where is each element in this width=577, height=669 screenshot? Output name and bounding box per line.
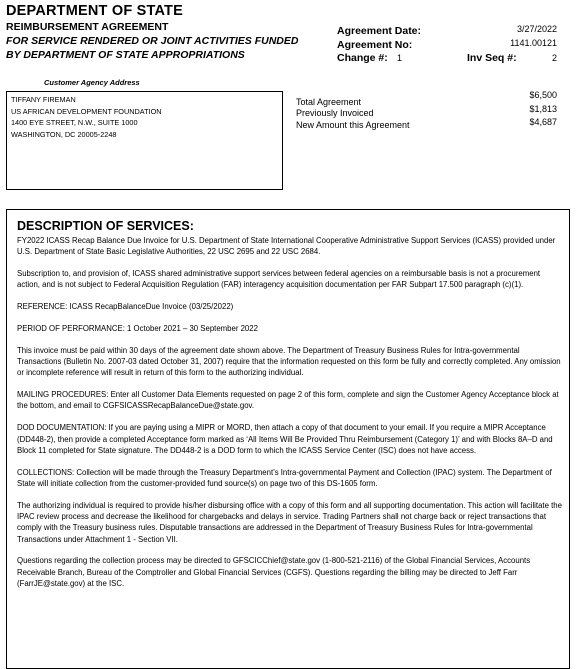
reference-paragraph: REFERENCE: ICASS RecapBalanceDue Invoice (03/25/2022) [17,302,234,312]
customer-agency: US AFRICAN DEVELOPMENT FOUNDATION [11,106,162,116]
previously-invoiced-label: Previously Invoiced [296,108,374,118]
customer-name: TIFFANY FIREMAN [11,95,76,104]
agreement-no-value: 1141.00121 [510,38,557,48]
agreement-no-label: Agreement No: [337,39,413,51]
agreement-subtitle: REIMBURSEMENT AGREEMENT [6,21,169,33]
invoice-seq-label: Inv Seq #: [467,52,517,64]
change-number-label: Change #: [337,52,388,64]
department-title: DEPARTMENT OF STATE [6,3,183,19]
collections-paragraph: COLLECTIONS: Collection will be made through the Treasury Department’s Intra-governmental Payment and Collection (IPAC) system. The Department of State will initiate collection from the customer-provided fund source(s) on page two of this DS-1605 form. [17,467,552,488]
invoice-seq-value: 2 [551,53,557,63]
appropriations-line: BY DEPARTMENT OF STATE APPROPRIATIONS [6,49,245,61]
new-amount-label: New Amount this Agreement [296,120,410,130]
description-paragraph: FY2022 ICASS Recap Balance Due Invoice for U.S. Department of State International Cooperative Administrative Support Services (ICASS) provided under U.S. Department of State Basic Legislative Authorities, 22 USC 2695 and 22 USC 2684. [17,236,556,257]
mailing-procedures-paragraph: MAILING PROCEDURES: Enter all Customer Data Elements requested on page 2 of this form, complete and sign the Customer Agency Acceptance block at the bottom, and email to CGFSICASSRecapBalanceDue@state.gov. [17,390,559,411]
change-number-value: 1 [397,53,403,63]
customer-city: WASHINGTON, DC 20005-2248 [11,129,117,139]
description-paragraph: The authorizing individual is required to provide his/her disbursing office with a copy of this form and all supporting documentation. This action will facilitate the IPAC review process and decrease the likelihood for chargebacks and delays in service. Trading Partners shall not charge back or reject transactions that comply with the Treasury business rules. Disputable transactions are addressed in the Department of Treasury Business Rules for Intra-governmental Transactions under Attachment 1 - Section VII. [17,500,562,544]
agreement-date-value: 3/27/2022 [516,24,557,34]
customer-address-title: Customer Agency Address [44,78,140,87]
description-title: DESCRIPTION OF SERVICES: [17,219,194,233]
service-line: FOR SERVICE RENDERED OR JOINT ACTIVITIES FUNDED [6,35,299,47]
new-amount-value: $4,687 [529,117,557,127]
customer-street: 1400 EYE STREET, N.W., SUITE 1000 [11,118,138,127]
total-agreement-label: Total Agreement [296,97,362,107]
description-paragraph: Subscription to, and provision of, ICASS shared administrative support services between federal agencies on a reimbursable basis is not a procurement action, and is not subject to Federal Acquisition Regulation (FAR) interagency acquisition documentation per FAR Subpart 17.500 paragraph (c)(1). [17,269,541,290]
customer-address-box [6,91,283,190]
total-agreement-value: $6,500 [529,90,557,100]
description-paragraph: This invoice must be paid within 30 days of the agreement date shown above. The Department of Treasury Business Rules for Intra-governmental Transactions (Bulletin No. 2007-03 dated October 31, 2007) require that the information requested on this form be fully and correctly completed. Any omission or incomplete reference will result in return of this form to the authorizing individual. [17,345,561,378]
agreement-date-label: Agreement Date: [337,25,422,37]
dod-documentation-paragraph: DOD DOCUMENTATION: If you are paying using a MIPR or MORD, then attach a copy of that document to your email. If you require a MIPR Acceptance (DD448-2), then provide a completed Acceptance form marked as ‘All Items Will Be Provided Thru Reimbursement (Category 1)’ and with Blocks 8A–D and Block 11 completed for State signature. The DD448-2 is a DOD form to which the ICASS Service Center (ISC) does not have access. [17,423,553,455]
previously-invoiced-value: $1,813 [529,104,557,114]
period-of-performance: PERIOD OF PERFORMANCE: 1 October 2021 – 30 September 2022 [17,323,258,333]
description-section [6,209,570,669]
questions-paragraph: Questions regarding the collection process may be directed to GFSCICChief@state.gov (1-800-521-2116) of the Global Financial Services, Accounts Receivable Branch, Bureau of the Comptroller and Global Financial Services (CGFS). Questions regarding the billing may be directed to Jeff Farr (FarrJE@state.gov) at the ISC. [17,556,531,589]
